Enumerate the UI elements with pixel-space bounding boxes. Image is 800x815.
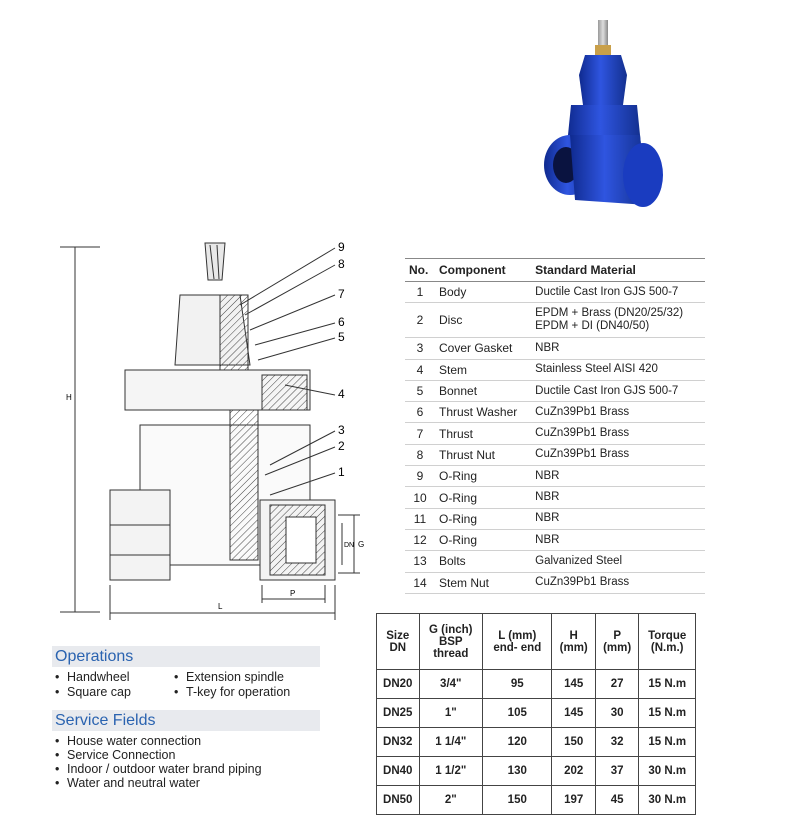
size-cell-dn: DN25 <box>377 699 420 728</box>
size-cell-torque: 15 N.m <box>639 699 696 728</box>
component-name: O-Ring <box>435 487 531 508</box>
operations-item: • Extension spindle <box>174 670 284 684</box>
header-no: No. <box>405 259 435 282</box>
header-l: L (mm) end- end <box>483 614 552 670</box>
component-name: Cover Gasket <box>435 338 531 359</box>
component-row <box>405 359 705 380</box>
size-cell-torque: 30 N.m <box>639 786 696 815</box>
size-cell-h: 150 <box>552 728 595 757</box>
size-row <box>377 786 696 815</box>
component-name: O-Ring <box>435 529 531 550</box>
component-material: NBR <box>531 338 705 359</box>
size-cell-h: 197 <box>552 786 595 815</box>
size-cell-dn: DN32 <box>377 728 420 757</box>
component-row <box>405 282 705 303</box>
component-name: O-Ring <box>435 466 531 487</box>
component-row <box>405 444 705 465</box>
size-cell-p: 37 <box>595 757 638 786</box>
size-cell-p: 32 <box>595 728 638 757</box>
size-row <box>377 699 696 728</box>
component-no: 1 <box>405 282 435 303</box>
size-cell-l: 130 <box>483 757 552 786</box>
component-no: 11 <box>405 508 435 529</box>
size-cell-l: 105 <box>483 699 552 728</box>
component-no: 7 <box>405 423 435 444</box>
component-header-row <box>405 259 705 282</box>
size-cell-torque: 15 N.m <box>639 728 696 757</box>
size-cell-g: 1" <box>419 699 483 728</box>
header-component: Component <box>435 259 531 282</box>
header-g: G (inch) BSP thread <box>419 614 483 670</box>
size-cell-g: 1 1/2" <box>419 757 483 786</box>
size-cell-p: 27 <box>595 670 638 699</box>
component-row <box>405 508 705 529</box>
component-row <box>405 487 705 508</box>
size-cell-torque: 15 N.m <box>639 670 696 699</box>
component-no: 10 <box>405 487 435 508</box>
component-row <box>405 303 705 338</box>
component-material: CuZn39Pb1 Brass <box>531 423 705 444</box>
component-row <box>405 338 705 359</box>
component-material: CuZn39Pb1 Brass <box>531 402 705 423</box>
component-name: O-Ring <box>435 508 531 529</box>
service-item: • Water and neutral water <box>55 776 200 790</box>
dim-g: G <box>358 540 365 549</box>
size-table <box>376 613 696 815</box>
service-item: • House water connection <box>55 734 202 748</box>
size-cell-torque: 30 N.m <box>639 757 696 786</box>
size-cell-dn: DN40 <box>377 757 420 786</box>
component-row <box>405 529 705 550</box>
component-row <box>405 551 705 572</box>
component-name: Thrust Nut <box>435 444 531 465</box>
component-no: 8 <box>405 444 435 465</box>
size-cell-h: 145 <box>552 670 595 699</box>
size-cell-h: 202 <box>552 757 595 786</box>
service-item: • Service Connection <box>55 748 176 762</box>
component-name: Stem Nut <box>435 572 531 593</box>
size-cell-h: 145 <box>552 699 595 728</box>
component-no: 12 <box>405 529 435 550</box>
component-no: 3 <box>405 338 435 359</box>
size-cell-dn: DN20 <box>377 670 420 699</box>
component-material: NBR <box>531 529 705 550</box>
component-no: 9 <box>405 466 435 487</box>
component-no: 14 <box>405 572 435 593</box>
component-material: EPDM + Brass (DN20/25/32) EPDM + DI (DN40/50) <box>531 303 705 338</box>
callout-3: 3 <box>338 423 345 437</box>
operations-item: • Handwheel <box>55 670 130 684</box>
component-row <box>405 572 705 593</box>
header-h: H (mm) <box>552 614 595 670</box>
component-name: Bolts <box>435 551 531 572</box>
operations-title: Operations <box>52 646 320 667</box>
valve-section-drawing <box>40 235 370 630</box>
callout-7: 7 <box>338 287 345 301</box>
size-cell-l: 95 <box>483 670 552 699</box>
size-header-row <box>377 614 696 670</box>
component-no: 4 <box>405 359 435 380</box>
dim-p: P <box>290 589 296 598</box>
size-cell-g: 1 1/4" <box>419 728 483 757</box>
size-row <box>377 670 696 699</box>
component-no: 6 <box>405 402 435 423</box>
component-name: Body <box>435 282 531 303</box>
size-cell-p: 30 <box>595 699 638 728</box>
component-material: NBR <box>531 466 705 487</box>
header-p: P (mm) <box>595 614 638 670</box>
component-row <box>405 380 705 401</box>
size-cell-l: 120 <box>483 728 552 757</box>
component-material: Stainless Steel AISI 420 <box>531 359 705 380</box>
component-no: 13 <box>405 551 435 572</box>
dim-dn: DN <box>344 542 355 549</box>
callout-9: 9 <box>338 240 345 254</box>
component-name: Thrust Washer <box>435 402 531 423</box>
dim-h: H <box>66 393 72 402</box>
component-material: Ductile Cast Iron GJS 500-7 <box>531 380 705 401</box>
callout-1: 1 <box>338 465 345 479</box>
header-torque: Torque (N.m.) <box>639 614 696 670</box>
callout-8: 8 <box>338 257 345 271</box>
callout-2: 2 <box>338 439 345 453</box>
size-row <box>377 728 696 757</box>
component-name: Stem <box>435 359 531 380</box>
component-name: Disc <box>435 303 531 338</box>
size-cell-p: 45 <box>595 786 638 815</box>
operations-item: • T-key for operation <box>174 685 291 699</box>
component-row <box>405 402 705 423</box>
component-material: CuZn39Pb1 Brass <box>531 572 705 593</box>
header-size: Size DN <box>377 614 420 670</box>
component-material: CuZn39Pb1 Brass <box>531 444 705 465</box>
header-material: Standard Material <box>531 259 705 282</box>
operations-item: • Square cap <box>55 685 131 699</box>
size-cell-g: 2" <box>419 786 483 815</box>
service-fields-title: Service Fields <box>52 710 320 731</box>
callout-6: 6 <box>338 315 345 329</box>
callout-5: 5 <box>338 330 345 344</box>
size-cell-dn: DN50 <box>377 786 420 815</box>
gate-valve-photo <box>535 15 675 235</box>
component-name: Bonnet <box>435 380 531 401</box>
size-cell-g: 3/4" <box>419 670 483 699</box>
component-table <box>405 258 705 594</box>
dim-l: L <box>218 602 223 611</box>
component-row <box>405 423 705 444</box>
service-item: • Indoor / outdoor water brand piping <box>55 762 262 776</box>
component-material: Galvanized Steel <box>531 551 705 572</box>
component-material: NBR <box>531 487 705 508</box>
component-name: Thrust <box>435 423 531 444</box>
component-no: 5 <box>405 380 435 401</box>
size-cell-l: 150 <box>483 786 552 815</box>
component-material: Ductile Cast Iron GJS 500-7 <box>531 282 705 303</box>
size-row <box>377 757 696 786</box>
component-material: NBR <box>531 508 705 529</box>
component-row <box>405 466 705 487</box>
callout-4: 4 <box>338 387 345 401</box>
component-no: 2 <box>405 303 435 338</box>
